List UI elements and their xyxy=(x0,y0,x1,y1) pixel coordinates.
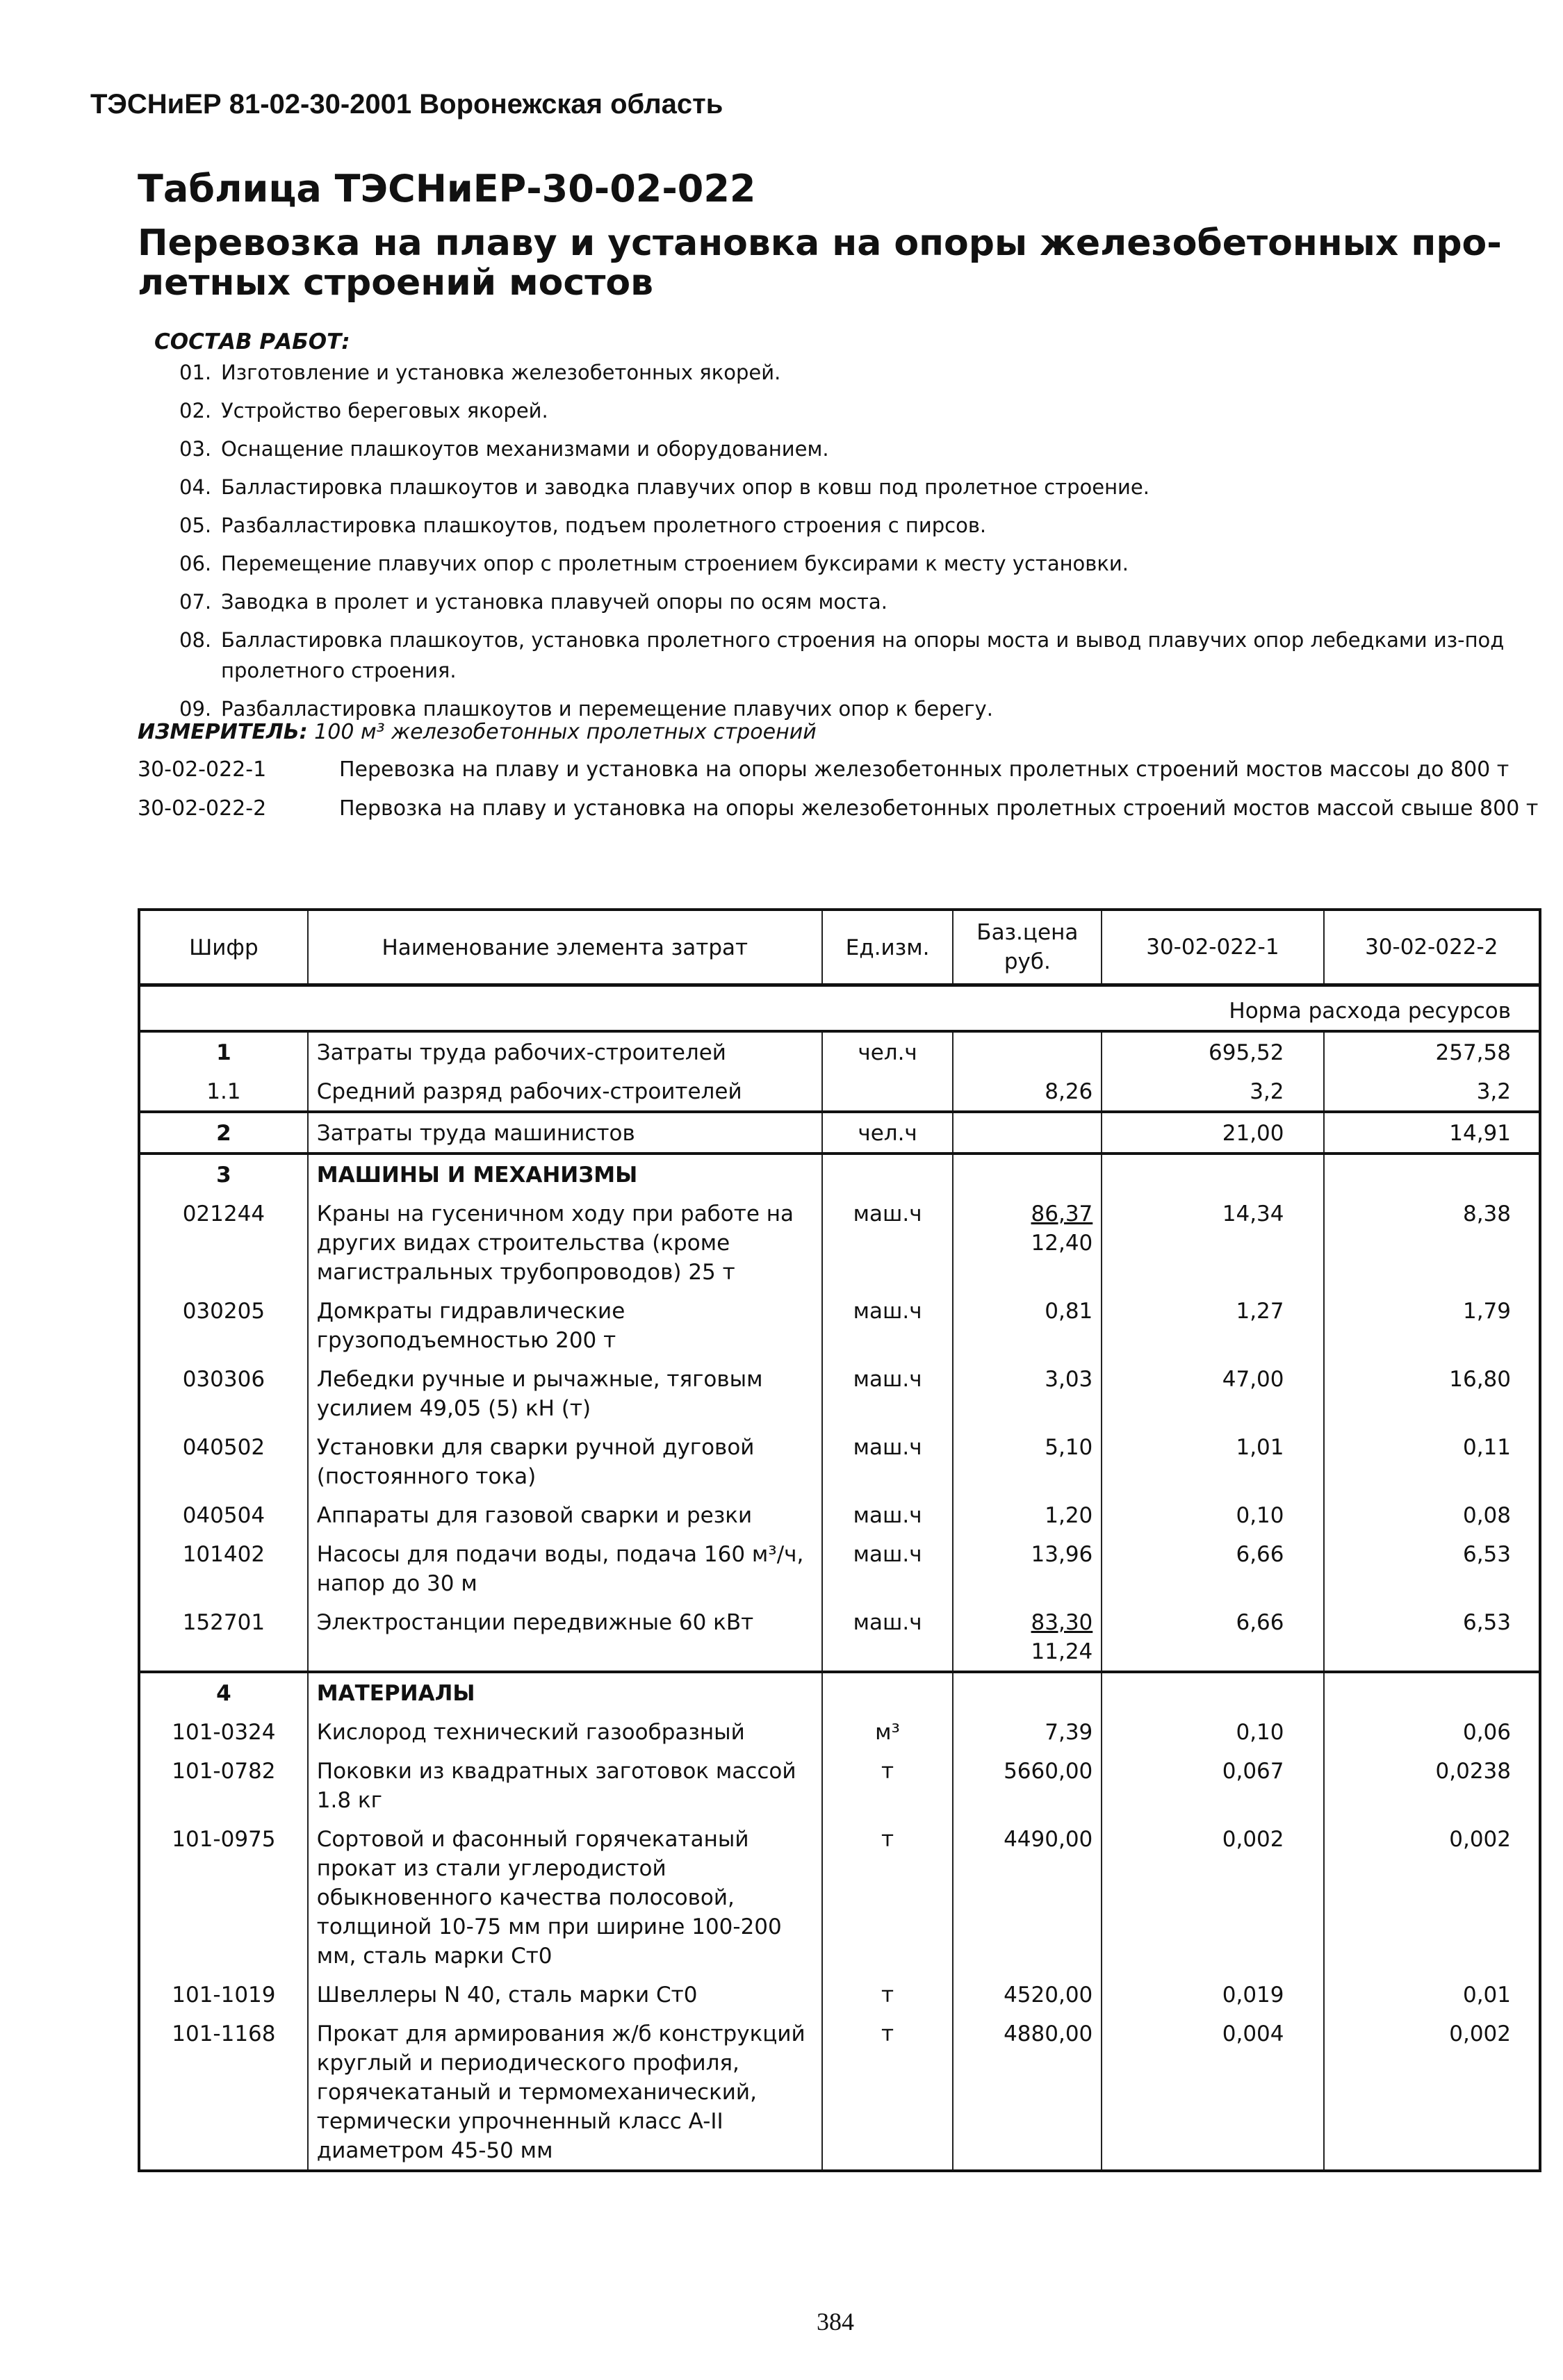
cell-variant-2: 257,58 xyxy=(1324,1031,1541,1072)
cell-name: Швеллеры N 40, сталь марки Ст0 xyxy=(308,1975,822,2014)
col-header-unit: Ед.изм. xyxy=(822,910,954,985)
work-item xyxy=(179,510,1521,541)
cell-name: Насосы для подачи воды, подача 160 м³/ч, напор до 30 м xyxy=(308,1534,822,1602)
work-number: 01. xyxy=(179,361,212,384)
cell-variant-1: 695,52 xyxy=(1102,1031,1323,1072)
cell-price xyxy=(953,1031,1102,1072)
cell-variant-2: 0,0238 xyxy=(1324,1751,1541,1819)
cell-variant-2: 0,08 xyxy=(1324,1495,1541,1534)
cell-variant-2: 0,002 xyxy=(1324,2014,1541,2171)
page-number: 384 xyxy=(817,2308,854,2336)
variant-code: 30-02-022-2 xyxy=(138,796,267,821)
price-value: 13,96 xyxy=(1031,1542,1093,1567)
cell-code: 101-0782 xyxy=(139,1751,308,1819)
cell-variant-1: 14,34 xyxy=(1102,1194,1323,1291)
work-text: Заводка в пролет и установка плавучей опоры по осям моста. xyxy=(221,590,887,614)
measure-label: ИЗМЕРИТЕЛЬ: xyxy=(138,720,308,744)
cell-code: 101-1168 xyxy=(139,2014,308,2171)
price-value: 4880,00 xyxy=(1004,2021,1093,2046)
cell-name: Лебедки ручные и рычажные, тяговым усилием 49,05 (5) кН (т) xyxy=(308,1359,822,1427)
cell-variant-2: 6,53 xyxy=(1324,1534,1541,1602)
cell-variant-1: 0,019 xyxy=(1102,1975,1323,2014)
cell-code: 3 xyxy=(139,1154,308,1194)
price-value: 4520,00 xyxy=(1004,1983,1093,2008)
cell-unit: т xyxy=(822,2014,954,2171)
cell-price xyxy=(953,1072,1102,1112)
cell-name: Аппараты для газовой сварки и резки xyxy=(308,1495,822,1534)
work-text: Устройство береговых якорей. xyxy=(221,399,548,422)
cell-unit: т xyxy=(822,1819,954,1975)
work-number: 08. xyxy=(179,628,212,652)
cell-variant-2 xyxy=(1324,1154,1541,1194)
price-value: 5660,00 xyxy=(1004,1759,1093,1784)
cell-price xyxy=(953,1291,1102,1359)
cell-price xyxy=(953,2014,1102,2171)
cell-name: Поковки из квадратных заготовок массой 1.8 кг xyxy=(308,1751,822,1819)
table-row xyxy=(139,1534,1540,1602)
cell-name: МАШИНЫ И МЕХАНИЗМЫ xyxy=(308,1154,822,1194)
work-text: Разбалластировка плашкоутов, подъем пролетного строения с пирсов. xyxy=(221,514,987,537)
price-value: 8,26 xyxy=(1045,1079,1093,1104)
table-row xyxy=(139,1602,1540,1672)
cell-variant-1: 1,27 xyxy=(1102,1291,1323,1359)
cell-code: 101-0975 xyxy=(139,1819,308,1975)
cell-variant-1: 0,004 xyxy=(1102,2014,1323,2171)
cell-variant-2: 3,2 xyxy=(1324,1072,1541,1112)
cell-variant-1 xyxy=(1102,1154,1323,1194)
work-item xyxy=(179,548,1521,579)
cell-code: 030205 xyxy=(139,1291,308,1359)
cell-price xyxy=(953,1194,1102,1291)
cell-price xyxy=(953,1672,1102,1712)
price-value: 86,37 xyxy=(1031,1201,1093,1226)
cell-price xyxy=(953,1602,1102,1672)
table-name: Таблица ТЭСНиЕР-30-02-022 xyxy=(138,167,756,211)
cell-code: 101-0324 xyxy=(139,1712,308,1751)
work-text: Оснащение плашкоутов механизмами и оборудованием. xyxy=(221,437,829,461)
cell-price xyxy=(953,1975,1102,2014)
work-number: 03. xyxy=(179,437,212,461)
cell-variant-1: 1,01 xyxy=(1102,1427,1323,1495)
price-value-secondary: 12,40 xyxy=(1031,1231,1093,1256)
title-line: летных строений мостов xyxy=(138,262,653,304)
work-number: 07. xyxy=(179,590,212,614)
cell-code: 030306 xyxy=(139,1359,308,1427)
cell-unit xyxy=(822,1154,954,1194)
cell-unit: т xyxy=(822,1975,954,2014)
cell-code: 4 xyxy=(139,1672,308,1712)
work-text: Балластировка плашкоутов и заводка плавучих опор в ковш под пролетное строение. xyxy=(221,475,1149,499)
cell-name: Затраты труда машинистов xyxy=(308,1112,822,1154)
cell-code: 021244 xyxy=(139,1194,308,1291)
cell-price xyxy=(953,1359,1102,1427)
work-text: Разбалластировка плашкоутов и перемещение плавучих опор к берегу. xyxy=(221,697,993,721)
col-header-variant-1: 30-02-022-1 xyxy=(1102,910,1323,985)
col-header-name: Наименование элемента затрат xyxy=(308,910,822,985)
cell-variant-2 xyxy=(1324,1672,1541,1712)
cell-variant-1: 0,10 xyxy=(1102,1495,1323,1534)
cell-unit: чел.ч xyxy=(822,1031,954,1072)
price-value: 3,03 xyxy=(1045,1367,1093,1392)
cell-name: Сортовой и фасонный горячекатаный прокат из стали углеродистой обыкновенного качества полосовой, толщиной 10-75 мм при ширине 100-200 мм, сталь марки Ст0 xyxy=(308,1819,822,1975)
cell-unit: маш.ч xyxy=(822,1291,954,1359)
work-item xyxy=(179,625,1521,686)
cell-name: Домкраты гидравлические грузоподъемностью 200 т xyxy=(308,1291,822,1359)
cell-unit: м³ xyxy=(822,1712,954,1751)
cell-name: МАТЕРИАЛЫ xyxy=(308,1672,822,1712)
cell-variant-2: 0,002 xyxy=(1324,1819,1541,1975)
col-header-price: Баз.цена руб. xyxy=(953,910,1102,985)
cell-code: 040504 xyxy=(139,1495,308,1534)
work-number: 02. xyxy=(179,399,212,422)
col-header-variant-2: 30-02-022-2 xyxy=(1324,910,1541,985)
cell-unit: маш.ч xyxy=(822,1427,954,1495)
works-list xyxy=(179,357,1521,732)
variant-item xyxy=(138,756,1541,784)
cell-variant-2: 1,79 xyxy=(1324,1291,1541,1359)
variant-text: Перевозка на плаву и установка на опоры железобетонных пролетных строений мостов массоы до 800 т xyxy=(339,757,1509,782)
cell-price xyxy=(953,1751,1102,1819)
cell-price xyxy=(953,1712,1102,1751)
works-label: СОСТАВ РАБОТ: xyxy=(154,329,350,354)
price-value: 0,81 xyxy=(1045,1299,1093,1324)
cell-code: 152701 xyxy=(139,1602,308,1672)
work-number: 05. xyxy=(179,514,212,537)
work-item xyxy=(179,586,1521,617)
cell-name: Затраты труда рабочих-строителей xyxy=(308,1031,822,1072)
table-row xyxy=(139,1819,1540,1975)
cell-unit: маш.ч xyxy=(822,1495,954,1534)
cell-code: 040502 xyxy=(139,1427,308,1495)
cell-price xyxy=(953,1154,1102,1194)
price-value-secondary: 11,24 xyxy=(1031,1639,1093,1664)
price-value: 4490,00 xyxy=(1004,1827,1093,1852)
cell-variant-2: 0,06 xyxy=(1324,1712,1541,1751)
cell-variant-2: 8,38 xyxy=(1324,1194,1541,1291)
cell-price xyxy=(953,1495,1102,1534)
section-row xyxy=(139,1154,1540,1194)
measure-value: 100 м³ железобетонных пролетных строений xyxy=(314,720,817,744)
price-value: 83,30 xyxy=(1031,1610,1093,1635)
measure xyxy=(138,720,817,744)
work-number: 04. xyxy=(179,475,212,499)
section-row xyxy=(139,1672,1540,1712)
cell-code: 101402 xyxy=(139,1534,308,1602)
cell-variant-1: 0,10 xyxy=(1102,1712,1323,1751)
table-row xyxy=(139,1975,1540,2014)
table-row xyxy=(139,2014,1540,2171)
work-number: 06. xyxy=(179,552,212,575)
cell-unit: т xyxy=(822,1751,954,1819)
norm-row xyxy=(139,985,1540,1032)
cell-code: 1 xyxy=(139,1031,308,1072)
variant-text: Первозка на плаву и установка на опоры железобетонных пролетных строений мостов массой свыше 800 т xyxy=(339,796,1539,821)
table-row xyxy=(139,1112,1540,1154)
cell-variant-1: 6,66 xyxy=(1102,1534,1323,1602)
cell-variant-1: 3,2 xyxy=(1102,1072,1323,1112)
cell-unit xyxy=(822,1072,954,1112)
work-text: Балластировка плашкоутов, установка пролетного строения на опоры моста и вывод плавучих опор лебедками из-под пролетного строения. xyxy=(221,628,1505,682)
price-value: 5,10 xyxy=(1045,1435,1093,1460)
table-row xyxy=(139,1427,1540,1495)
work-text: Перемещение плавучих опор с пролетным строением буксирами к месту установки. xyxy=(221,552,1129,575)
cell-unit: маш.ч xyxy=(822,1359,954,1427)
work-number: 09. xyxy=(179,697,212,721)
work-text: Изготовление и установка железобетонных якорей. xyxy=(221,361,781,384)
cell-price xyxy=(953,1819,1102,1975)
resource-table xyxy=(138,908,1541,2172)
cell-unit: маш.ч xyxy=(822,1194,954,1291)
cell-name: Средний разряд рабочих-строителей xyxy=(308,1072,822,1112)
table-row xyxy=(139,1194,1540,1291)
work-item xyxy=(179,472,1521,502)
table-row xyxy=(139,1359,1540,1427)
table-row xyxy=(139,1495,1540,1534)
variant-code: 30-02-022-1 xyxy=(138,757,267,782)
cell-name: Прокат для армирования ж/б конструкций круглый и периодического профиля, горячекатаный и термомеханический, термически упрочненный класс A-II диаметром 45-50 мм xyxy=(308,2014,822,2171)
page-title xyxy=(138,224,1514,303)
table-row xyxy=(139,1751,1540,1819)
cell-code: 2 xyxy=(139,1112,308,1154)
table-row xyxy=(139,1031,1540,1072)
cell-variant-1: 47,00 xyxy=(1102,1359,1323,1427)
cell-code: 1.1 xyxy=(139,1072,308,1112)
cell-unit: маш.ч xyxy=(822,1602,954,1672)
price-value: 7,39 xyxy=(1045,1720,1093,1745)
cell-unit: чел.ч xyxy=(822,1112,954,1154)
work-item xyxy=(179,434,1521,464)
cell-variant-1 xyxy=(1102,1672,1323,1712)
cell-variant-2: 16,80 xyxy=(1324,1359,1541,1427)
cell-variant-2: 14,91 xyxy=(1324,1112,1541,1154)
title-line: Перевозка на плаву и установка на опоры железобетонных про- xyxy=(138,222,1502,264)
cell-unit xyxy=(822,1672,954,1712)
cell-name: Краны на гусеничном ходу при работе на других видах строительства (кроме магистральных трубопроводов) 25 т xyxy=(308,1194,822,1291)
price-value: 1,20 xyxy=(1045,1503,1093,1528)
cell-unit: маш.ч xyxy=(822,1534,954,1602)
table-row xyxy=(139,1072,1540,1112)
cell-variant-2: 0,11 xyxy=(1324,1427,1541,1495)
work-item xyxy=(179,395,1521,426)
cell-price xyxy=(953,1112,1102,1154)
cell-name: Кислород технический газообразный xyxy=(308,1712,822,1751)
table-row xyxy=(139,1291,1540,1359)
cell-variant-1: 0,002 xyxy=(1102,1819,1323,1975)
running-header: ТЭСНиЕР 81-02-30-2001 Воронежская область xyxy=(90,89,723,120)
table-header-row xyxy=(139,910,1540,985)
variants-list xyxy=(138,756,1541,834)
cell-variant-1: 0,067 xyxy=(1102,1751,1323,1819)
cell-variant-2: 6,53 xyxy=(1324,1602,1541,1672)
cell-price xyxy=(953,1427,1102,1495)
norm-label: Норма расхода ресурсов xyxy=(139,985,1540,1032)
col-header-code: Шифр xyxy=(139,910,308,985)
cell-name: Установки для сварки ручной дуговой (постоянного тока) xyxy=(308,1427,822,1495)
cell-name: Электростанции передвижные 60 кВт xyxy=(308,1602,822,1672)
cell-variant-1: 21,00 xyxy=(1102,1112,1323,1154)
cell-variant-2: 0,01 xyxy=(1324,1975,1541,2014)
cell-variant-1: 6,66 xyxy=(1102,1602,1323,1672)
cell-code: 101-1019 xyxy=(139,1975,308,2014)
variant-item xyxy=(138,795,1541,823)
work-item xyxy=(179,357,1521,388)
cell-price xyxy=(953,1534,1102,1602)
table-row xyxy=(139,1712,1540,1751)
